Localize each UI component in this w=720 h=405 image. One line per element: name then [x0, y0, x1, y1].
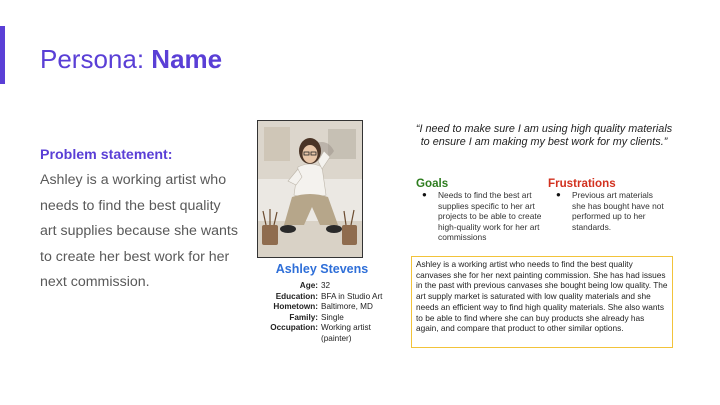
fact-row-family: [250, 313, 393, 324]
persona-quote: “I need to make sure I am using high quality materials to ensure I am making my best work for my clients.”: [415, 123, 673, 149]
fact-label: Occupation:: [270, 323, 318, 332]
goals-heading: Goals: [416, 177, 449, 190]
frustrations-heading: Frustrations: [548, 177, 616, 190]
fact-row-occupation: [250, 323, 393, 344]
goal-text: Needs to find the best art supplies specific to her art projects to be able to create high-quality work for her art commissions: [438, 190, 542, 243]
title-prefix: Persona:: [40, 44, 152, 74]
problem-heading: Problem statement:: [40, 147, 173, 163]
frustration-text: Previous art materials she has bought have not performed up to her standards.: [572, 190, 664, 232]
title-name-placeholder: Name: [151, 44, 223, 74]
fact-row-hometown: [250, 302, 393, 313]
fact-value: Working artist (painter): [321, 323, 371, 343]
persona-photo-illustration: [258, 121, 362, 257]
fact-row-education: [250, 292, 393, 303]
fact-value: Baltimore, MD: [321, 302, 373, 311]
bullet-icon: ●: [422, 190, 427, 199]
fact-label: Hometown:: [273, 302, 318, 311]
accent-bar: [0, 26, 5, 84]
persona-name: Ashley Stevens: [275, 262, 369, 276]
fact-label: Education:: [275, 291, 318, 301]
problem-statement: [40, 143, 240, 295]
fact-value: 32: [321, 281, 331, 290]
persona-facts: [250, 281, 393, 344]
fact-value: Single: [321, 312, 344, 322]
frustrations-list: [556, 190, 668, 232]
goal-item: [422, 190, 542, 243]
fact-label: Family:: [289, 312, 318, 322]
goals-list: [422, 190, 542, 243]
fact-label: Age:: [299, 281, 318, 290]
fact-value: BFA in Studio Art: [321, 291, 383, 301]
persona-bio: Ashley is a working artist who needs to find the best quality canvases she for her next painting commission. She has had issues in the past with previous canvases she bought being low quality. The art supply market is saturated with low quality materials and she needs an efficient way to find high quality materials. She also wants to be able to find where she can buy products she already has again, and compare that product to other similar options.: [411, 256, 673, 348]
problem-text: Ashley is a working artist who needs to find the best quality art supplies because she wants to create her best work for her next commission.: [40, 172, 238, 291]
persona-photo: [257, 120, 363, 258]
frustration-item: [556, 190, 668, 232]
bullet-icon: ●: [556, 190, 561, 199]
slide-title: [40, 44, 222, 75]
fact-row-age: [250, 281, 393, 292]
